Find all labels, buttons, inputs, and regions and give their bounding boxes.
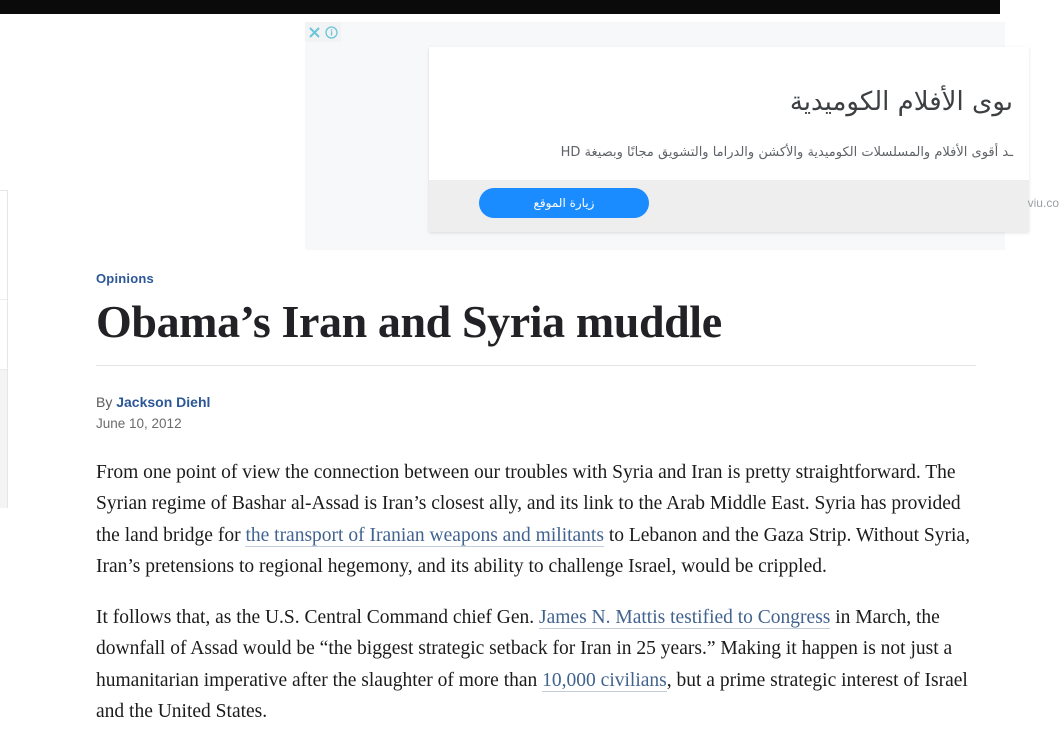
byline [96,394,976,410]
author-link[interactable]: Jackson Diehl [116,393,211,410]
byline-prefix: By [96,393,113,410]
close-icon[interactable] [307,25,322,40]
ad-footer [429,180,1059,232]
article-inline-link[interactable]: 10,000 civilians [542,669,667,691]
headline-divider [96,365,976,366]
page-title: Obama’s Iran and Syria muddle [96,296,722,347]
ad-headline: ىوى الأفلام الكوميدية [789,87,1013,117]
left-rail-panel [0,190,8,508]
article-inline-link[interactable]: James N. Mattis testified to Congress [539,606,831,628]
ad-cta-button[interactable]: زيارة الموقع [479,188,649,218]
info-icon[interactable] [324,25,339,40]
left-rail-placeholder-block [0,370,7,508]
article-paragraph: From one point of view the connection between our troubles with Syria and Iran is pretty straightforward. The Syrian regime of Bashar al-Assad is Iran’s closest ally, and its link to the Arab Middle East. Syria has provided the land bridge for the transport of Iranian weapons and militants to Lebanon and the Gaza Strip. Without Syria, Iran’s pretensions to regional hegemony, and its ability to challenge Israel, would be crippled. [96,461,970,578]
publish-date: June 10, 2012 [96,415,182,431]
article-body [96,457,976,728]
section-kicker[interactable]: Opinions [96,271,154,286]
left-rail-divider [0,299,7,300]
advertisement [305,22,1059,250]
ad-advertiser-url: viu.co [1027,196,1059,210]
ad-description: ـد أقوى الأفلام والمسلسلات الكوميدية والأكشن والدراما والتشويق مجانًا وبصيغة HD [560,145,1013,160]
article-paragraph: It follows that, as the U.S. Central Command chief Gen. James N. Mattis testified to Congress in March, the downfall of Assad would be “the biggest strategic setback for Iran in 25 years.” Making it happen is not just a humanitarian imperative after the slaughter of more than 10,000 civilians, but a prime strategic interest of Israel and the United States. [96,606,968,723]
ad-creative-card[interactable] [429,47,1059,232]
ad-controls [305,22,341,42]
article [96,270,976,747]
browser-top-bar [0,0,1000,14]
article-inline-link[interactable]: the transport of Iranian weapons and militants [245,524,604,546]
